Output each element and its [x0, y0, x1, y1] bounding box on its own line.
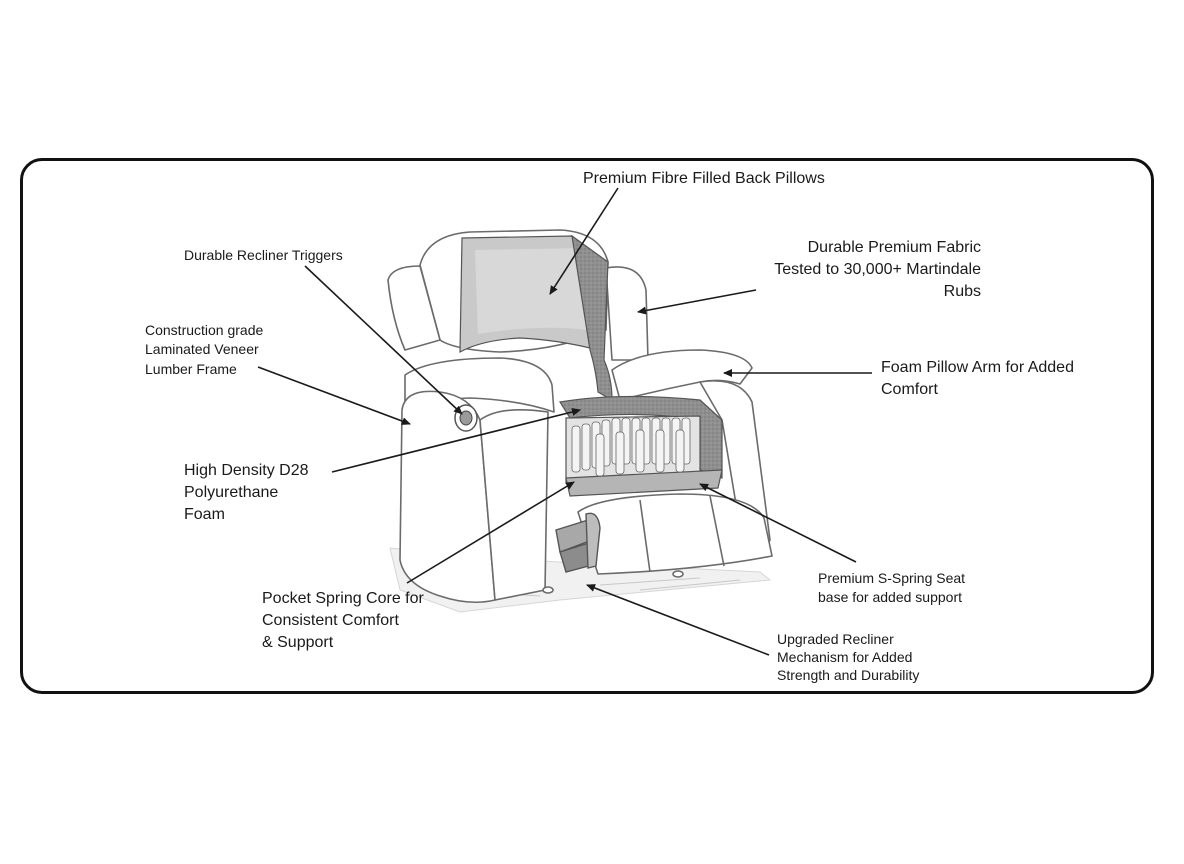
leader-frame — [258, 367, 410, 424]
callout-fabric: Durable Premium Fabric Tested to 30,000+ Martindale Rubs — [774, 239, 981, 301]
callout-foam: High Density D28 Polyurethane Foam — [184, 462, 309, 524]
recliner-trigger — [455, 405, 477, 431]
callout-pocket-spring: Pocket Spring Core for Consistent Comfort & Support — [262, 590, 424, 652]
leader-fabric — [638, 290, 756, 312]
callout-mechanism: Upgraded Recliner Mechanism for Added Strength and Durability — [777, 631, 920, 684]
callout-triggers: Durable Recliner Triggers — [184, 247, 343, 263]
callout-s-spring: Premium S-Spring Seat base for added support — [818, 570, 966, 606]
right-wing — [606, 267, 648, 360]
leader-mechanism — [587, 585, 769, 655]
callout-pillow-arm: Foam Pillow Arm for Added Comfort — [881, 359, 1074, 399]
callout-frame: Construction grade Laminated Veneer Lumber Frame — [145, 322, 264, 377]
callout-back-pillows: Premium Fibre Filled Back Pillows — [583, 170, 825, 187]
